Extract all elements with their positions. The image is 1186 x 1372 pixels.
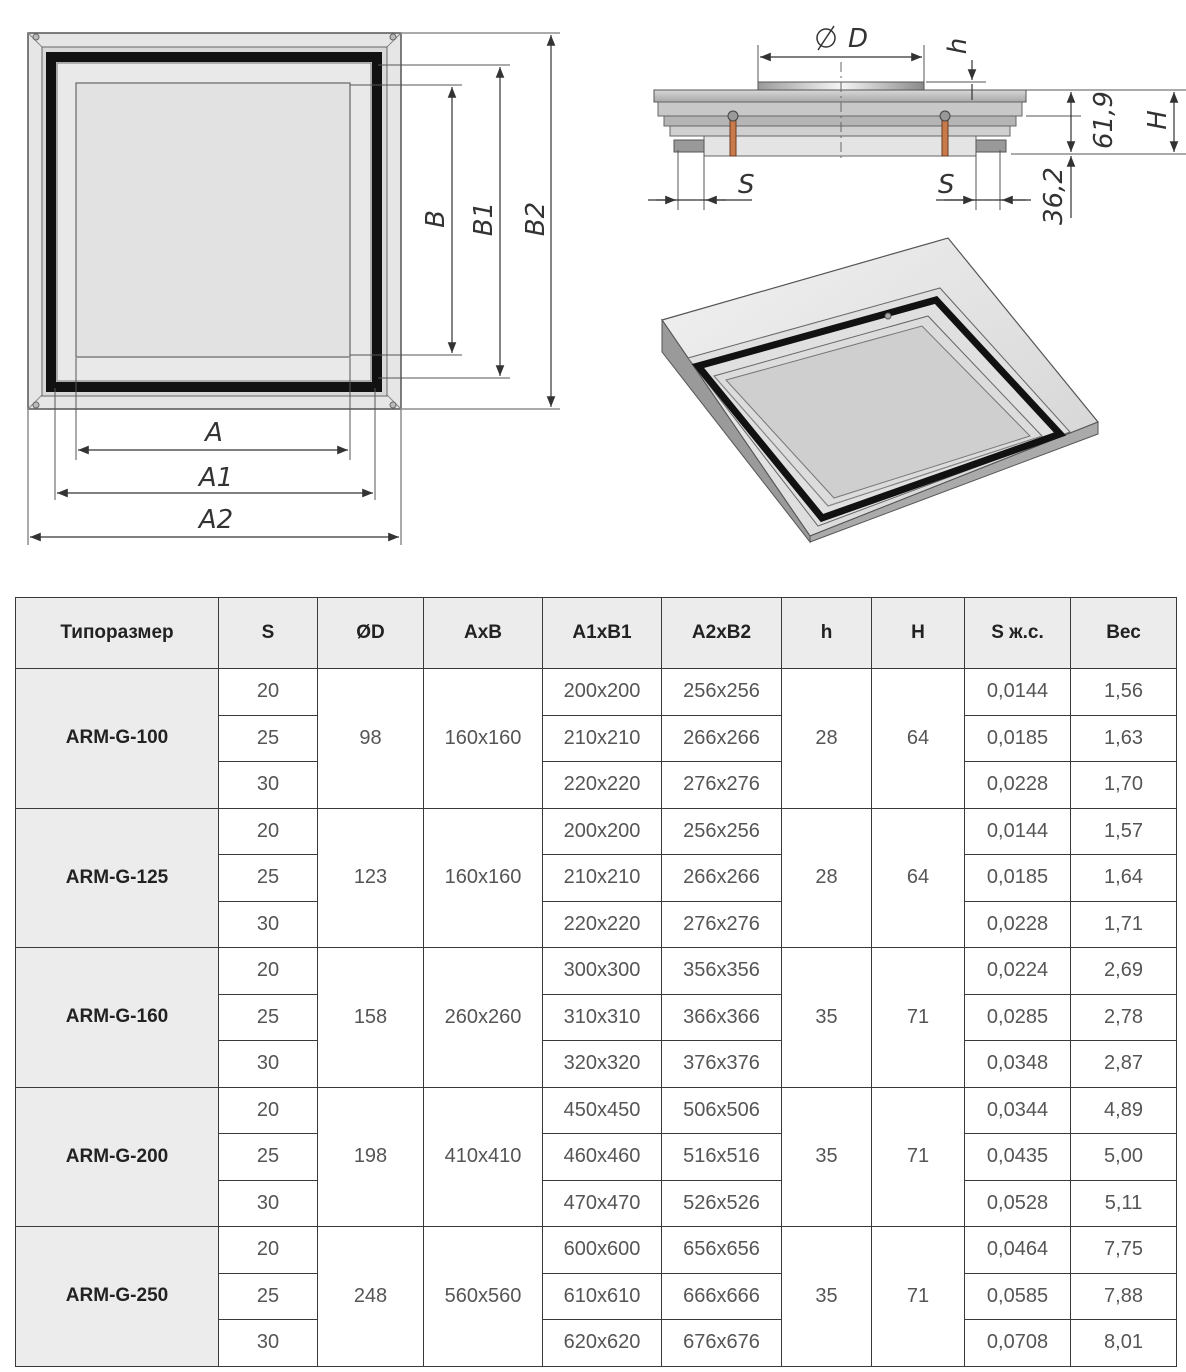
header-weight: Вес: [1071, 598, 1177, 669]
cell-a1xb1: 470x470: [543, 1180, 662, 1227]
cell-s: 25: [219, 994, 318, 1041]
label-a2: A2: [198, 505, 234, 535]
cell-H: 71: [872, 948, 965, 1088]
cell-area: 0,0228: [965, 762, 1071, 809]
cell-a1xb1: 600x600: [543, 1227, 662, 1274]
cell-a2xb2: 526x526: [662, 1180, 782, 1227]
table-row: [16, 948, 1177, 995]
header-s: S: [219, 598, 318, 669]
model-cell: ARM-G-160: [16, 948, 219, 1088]
cell-axb: 560x560: [424, 1227, 543, 1367]
label-b2: B2: [521, 201, 551, 237]
cell-a2xb2: 266x266: [662, 855, 782, 902]
label-b1: B1: [469, 201, 499, 237]
cell-weight: 1,71: [1071, 901, 1177, 948]
cell-s: 20: [219, 808, 318, 855]
cell-axb: 260x260: [424, 948, 543, 1088]
cell-s: 25: [219, 1273, 318, 1320]
cell-axb: 410x410: [424, 1087, 543, 1227]
cell-h: 35: [782, 1087, 872, 1227]
table-row: [16, 808, 1177, 855]
cell-h: 35: [782, 948, 872, 1088]
cell-weight: 1,56: [1071, 669, 1177, 716]
cell-H: 71: [872, 1087, 965, 1227]
cell-s: 20: [219, 948, 318, 995]
cell-weight: 4,89: [1071, 1087, 1177, 1134]
cell-weight: 7,88: [1071, 1273, 1177, 1320]
cell-a1xb1: 450x450: [543, 1087, 662, 1134]
label-36-2: 36,2: [1039, 167, 1069, 225]
cell-a1xb1: 220x220: [543, 762, 662, 809]
cell-s: 30: [219, 1041, 318, 1088]
cell-s: 30: [219, 1180, 318, 1227]
cell-H: 64: [872, 669, 965, 809]
cell-s: 20: [219, 669, 318, 716]
cell-a1xb1: 620x620: [543, 1320, 662, 1367]
header-typesize: Типоразмер: [16, 598, 219, 669]
cell-area: 0,0708: [965, 1320, 1071, 1367]
cell-area: 0,0528: [965, 1180, 1071, 1227]
cell-area: 0,0464: [965, 1227, 1071, 1274]
table-header-row: [16, 598, 1177, 669]
cell-h: 35: [782, 1227, 872, 1367]
cell-weight: 5,00: [1071, 1134, 1177, 1181]
model-cell: ARM-G-200: [16, 1087, 219, 1227]
cell-weight: 1,57: [1071, 808, 1177, 855]
model-cell: ARM-G-100: [16, 669, 219, 809]
cell-H: 64: [872, 808, 965, 948]
table-row: [16, 1227, 1177, 1274]
cell-area: 0,0144: [965, 808, 1071, 855]
specification-table: [15, 597, 1177, 1367]
cell-area: 0,0285: [965, 994, 1071, 1041]
label-61-9: 61,9: [1089, 91, 1119, 149]
header-a1xb1: A1xB1: [543, 598, 662, 669]
cell-a2xb2: 666x666: [662, 1273, 782, 1320]
label-a: A: [205, 418, 223, 448]
cell-a1xb1: 210x210: [543, 855, 662, 902]
cell-a2xb2: 516x516: [662, 1134, 782, 1181]
cell-area: 0,0228: [965, 901, 1071, 948]
label-b: B: [421, 210, 451, 228]
cell-a2xb2: 256x256: [662, 808, 782, 855]
cell-weight: 2,78: [1071, 994, 1177, 1041]
cell-a2xb2: 366x366: [662, 994, 782, 1041]
cell-diameter: 123: [318, 808, 424, 948]
cell-a1xb1: 310x310: [543, 994, 662, 1041]
cell-s: 25: [219, 715, 318, 762]
cell-diameter: 248: [318, 1227, 424, 1367]
cell-a1xb1: 220x220: [543, 901, 662, 948]
cell-area: 0,0348: [965, 1041, 1071, 1088]
front-view-drawing: [0, 0, 580, 560]
cell-a2xb2: 266x266: [662, 715, 782, 762]
cell-a2xb2: 376x376: [662, 1041, 782, 1088]
cell-a2xb2: 676x676: [662, 1320, 782, 1367]
model-cell: ARM-G-125: [16, 808, 219, 948]
cell-a1xb1: 460x460: [543, 1134, 662, 1181]
cell-area: 0,0144: [965, 669, 1071, 716]
cell-diameter: 98: [318, 669, 424, 809]
cell-area: 0,0435: [965, 1134, 1071, 1181]
inner-panel: [76, 83, 350, 357]
cell-diameter: 158: [318, 948, 424, 1088]
cell-h: 28: [782, 808, 872, 948]
header-h: h: [782, 598, 872, 669]
cell-H: 71: [872, 1227, 965, 1367]
cell-a2xb2: 356x356: [662, 948, 782, 995]
cell-a1xb1: 200x200: [543, 808, 662, 855]
cell-a2xb2: 276x276: [662, 762, 782, 809]
cell-weight: 1,70: [1071, 762, 1177, 809]
header-axb: AxB: [424, 598, 543, 669]
cell-s: 20: [219, 1227, 318, 1274]
cell-area: 0,0185: [965, 855, 1071, 902]
cell-area: 0,0185: [965, 715, 1071, 762]
cell-weight: 8,01: [1071, 1320, 1177, 1367]
header-area: S ж.с.: [965, 598, 1071, 669]
cell-a1xb1: 210x210: [543, 715, 662, 762]
cell-weight: 7,75: [1071, 1227, 1177, 1274]
cell-a1xb1: 200x200: [543, 669, 662, 716]
cell-s: 30: [219, 1320, 318, 1367]
cell-a2xb2: 656x656: [662, 1227, 782, 1274]
cell-s: 25: [219, 855, 318, 902]
cell-a1xb1: 300x300: [543, 948, 662, 995]
table-row: [16, 1087, 1177, 1134]
label-s-left: S: [738, 170, 755, 200]
cell-weight: 1,63: [1071, 715, 1177, 762]
cell-area: 0,0585: [965, 1273, 1071, 1320]
cell-weight: 2,87: [1071, 1041, 1177, 1088]
cell-axb: 160x160: [424, 669, 543, 809]
header-H: H: [872, 598, 965, 669]
isometric-view: [650, 230, 1110, 550]
cell-a2xb2: 276x276: [662, 901, 782, 948]
cell-diameter: 198: [318, 1087, 424, 1227]
cell-weight: 1,64: [1071, 855, 1177, 902]
cell-a2xb2: 506x506: [662, 1087, 782, 1134]
cell-a1xb1: 320x320: [543, 1041, 662, 1088]
cell-a2xb2: 256x256: [662, 669, 782, 716]
cell-h: 28: [782, 669, 872, 809]
cell-weight: 2,69: [1071, 948, 1177, 995]
label-H: H: [1143, 110, 1173, 130]
header-a2xb2: A2xB2: [662, 598, 782, 669]
label-a1: A1: [198, 463, 234, 493]
cell-area: 0,0344: [965, 1087, 1071, 1134]
side-view-drawing: [626, 0, 1186, 230]
model-cell: ARM-G-250: [16, 1227, 219, 1367]
cell-weight: 5,11: [1071, 1180, 1177, 1227]
cell-s: 30: [219, 762, 318, 809]
table-row: [16, 669, 1177, 716]
cell-a1xb1: 610x610: [543, 1273, 662, 1320]
header-diameter: ØD: [318, 598, 424, 669]
cell-area: 0,0224: [965, 948, 1071, 995]
cell-s: 25: [219, 1134, 318, 1181]
cell-axb: 160x160: [424, 808, 543, 948]
label-s-right: S: [938, 170, 955, 200]
label-d: D: [848, 24, 869, 54]
cell-s: 30: [219, 901, 318, 948]
cell-s: 20: [219, 1087, 318, 1134]
label-h: h: [943, 37, 973, 55]
